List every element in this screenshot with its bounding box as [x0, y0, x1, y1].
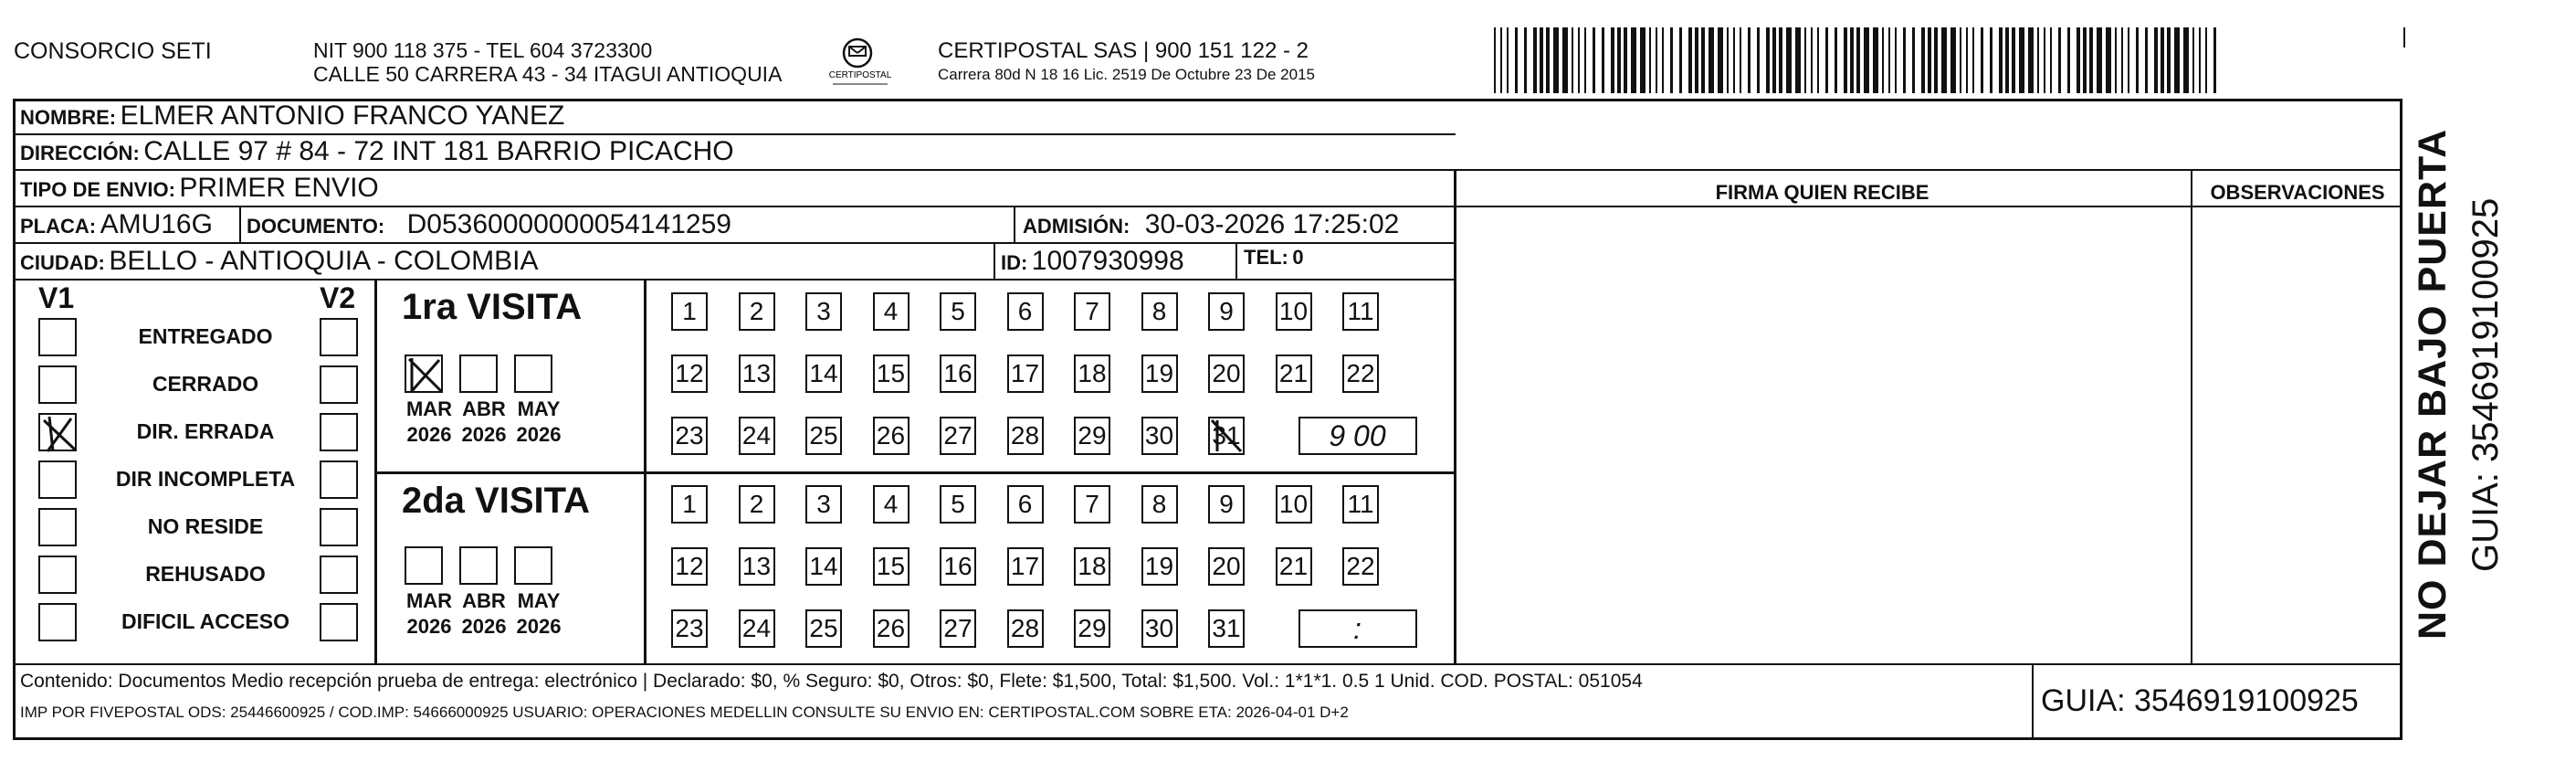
day-box[interactable]: 23	[671, 417, 708, 455]
day-box[interactable]: 6	[1007, 292, 1044, 331]
day-box[interactable]: 16	[940, 355, 976, 393]
svg-text:CERTIPOSTAL: CERTIPOSTAL	[828, 70, 892, 80]
status-label: NO RESIDE	[147, 514, 264, 538]
ciudad-value: BELLO - ANTIOQUIA - COLOMBIA	[109, 246, 539, 276]
day-box[interactable]: 25	[805, 417, 842, 455]
v1-checkbox[interactable]	[38, 460, 77, 499]
day-box[interactable]: 23	[671, 609, 708, 648]
day-box[interactable]: 27	[940, 417, 976, 455]
month-year: 2026	[461, 615, 507, 638]
barcode-bars	[1494, 27, 2222, 93]
day-box[interactable]: 11	[1342, 292, 1379, 331]
day-box[interactable]: 16	[940, 547, 976, 586]
logo-icon	[824, 37, 897, 90]
day-box[interactable]: 2	[739, 292, 775, 331]
day-box[interactable]: 31	[1208, 417, 1245, 455]
day-box[interactable]: 26	[873, 417, 909, 455]
month-checkbox[interactable]	[459, 546, 498, 585]
footer-imp: IMP POR FIVEPOSTAL ODS: 25446600925 / COD.IMP: 54666000925 USUARIO: OPERACIONES MEDELLIN CONSULTE SU ENVIO EN: CERTIPOSTAL.COM SOBRE ETA: 2026-04-01 D+2	[20, 704, 1349, 721]
id-value: 1007930998	[1031, 246, 1184, 276]
day-box[interactable]: 7	[1074, 485, 1110, 524]
carrier-line: CERTIPOSTAL SAS | 900 151 122 - 2	[938, 38, 1309, 63]
v2-checkbox[interactable]	[320, 508, 358, 546]
certipostal-logo	[824, 37, 897, 90]
month-name: ABR	[462, 397, 506, 420]
v2-checkbox[interactable]	[320, 556, 358, 594]
status-label: CERRADO	[152, 372, 259, 396]
month-checkbox[interactable]	[405, 355, 443, 393]
v1-checkbox[interactable]	[38, 556, 77, 594]
day-box[interactable]: 1	[671, 485, 708, 524]
firma-area[interactable]	[1456, 207, 2189, 661]
admision-field	[1023, 209, 1399, 240]
placa-field	[20, 209, 213, 240]
day-box[interactable]: 15	[873, 355, 909, 393]
day-box[interactable]: 22	[1342, 355, 1379, 393]
day-box[interactable]: 21	[1276, 547, 1312, 586]
day-box[interactable]: 14	[805, 355, 842, 393]
day-box[interactable]: 17	[1007, 355, 1044, 393]
day-box[interactable]: 14	[805, 547, 842, 586]
month-checkbox[interactable]	[405, 546, 443, 585]
status-label: DIR. ERRADA	[136, 419, 275, 443]
month-name: MAY	[517, 589, 561, 612]
day-box[interactable]: 31	[1208, 609, 1245, 648]
v1-checkbox[interactable]	[38, 413, 77, 451]
day-box[interactable]: 6	[1007, 485, 1044, 524]
day-box[interactable]: 22	[1342, 547, 1379, 586]
status-label: DIR INCOMPLETA	[115, 467, 296, 491]
day-box[interactable]: 10	[1276, 292, 1312, 331]
firma-header: FIRMA QUIEN RECIBE	[1715, 181, 1929, 204]
tipo-envio-value: PRIMER ENVIO	[179, 173, 379, 203]
day-box[interactable]: 30	[1141, 417, 1178, 455]
nit-line: NIT 900 118 375 - TEL 604 3723300	[313, 38, 653, 62]
company-name: CONSORCIO SETI	[14, 38, 212, 64]
day-box[interactable]: 12	[671, 355, 708, 393]
month-label	[511, 588, 566, 640]
v1-checkbox[interactable]	[38, 603, 77, 641]
day-box[interactable]: 28	[1007, 417, 1044, 455]
month-checkbox[interactable]	[459, 355, 498, 393]
direccion-field	[20, 136, 734, 167]
day-box[interactable]: 18	[1074, 547, 1110, 586]
day-box[interactable]: 18	[1074, 355, 1110, 393]
tipo-envio-field	[20, 173, 379, 204]
day-box[interactable]: 5	[940, 292, 976, 331]
v2-label: V2	[320, 281, 356, 314]
barcode	[1494, 27, 2222, 93]
day-box[interactable]: 20	[1208, 547, 1245, 586]
day-box[interactable]: 19	[1141, 547, 1178, 586]
month-year: 2026	[461, 423, 507, 446]
v2-checkbox[interactable]	[320, 460, 358, 499]
nombre-value: ELMER ANTONIO FRANCO YANEZ	[120, 101, 565, 131]
admision-label: ADMISIÓN:	[1023, 215, 1130, 238]
nombre-field	[20, 101, 564, 132]
ciudad-label: CIUDAD:	[20, 251, 105, 274]
day-box[interactable]: 11	[1342, 485, 1379, 524]
day-box[interactable]: 21	[1276, 355, 1312, 393]
status-label: REHUSADO	[145, 562, 266, 586]
month-label	[402, 397, 457, 448]
day-box[interactable]: 3	[805, 292, 842, 331]
month-label	[457, 397, 511, 448]
month-label	[511, 397, 566, 448]
license-line: Carrera 80d N 18 16 Lic. 2519 De Octubre 23 De 2015	[938, 66, 1315, 83]
month-name: MAY	[517, 397, 561, 420]
day-box[interactable]: 17	[1007, 547, 1044, 586]
month-name: MAR	[405, 589, 453, 612]
v1-checkbox[interactable]	[38, 318, 77, 356]
v2-checkbox[interactable]	[320, 365, 358, 404]
day-box[interactable]: 13	[739, 547, 775, 586]
day-check-mark-icon	[1210, 418, 1243, 453]
month-year: 2026	[516, 615, 562, 638]
month-name: ABR	[462, 589, 506, 612]
check-mark-icon	[406, 356, 445, 395]
month-label	[402, 588, 457, 640]
direccion-value: CALLE 97 # 84 - 72 INT 181 BARRIO PICACHO	[143, 136, 734, 166]
id-label: ID:	[1001, 251, 1028, 274]
day-box[interactable]: 8	[1141, 485, 1178, 524]
day-box[interactable]: 15	[873, 547, 909, 586]
month-checkbox[interactable]	[514, 355, 552, 393]
tel-field	[1244, 246, 1304, 270]
documento-value: D05360000000054141259	[406, 209, 731, 239]
admision-value: 30-03-2026 17:25:02	[1144, 209, 1400, 239]
day-box[interactable]: 5	[940, 485, 976, 524]
time-field[interactable]: :	[1299, 609, 1417, 648]
v1-checkbox[interactable]	[38, 508, 77, 546]
v1-label: V1	[38, 281, 75, 314]
observaciones-area[interactable]	[2193, 207, 2401, 661]
day-box[interactable]: 10	[1276, 485, 1312, 524]
day-box[interactable]: 19	[1141, 355, 1178, 393]
month-label	[457, 588, 511, 640]
tel-label: TEL:	[1244, 246, 1288, 269]
day-box[interactable]: 27	[940, 609, 976, 648]
footer-contenido: Contenido: Documentos Medio recepción prueba de entrega: electrónico | Declarado: $0, % Seguro: $0, Otros: $0, Flete: $1,500, Total: $1,500. Vol.: 1*1*1. 0.5 1 Unid. COD. POSTAL: 051054	[20, 671, 1643, 692]
month-year: 2026	[516, 423, 562, 446]
tel-value: 0	[1292, 246, 1304, 269]
footer-guia: GUIA: 3546919100925	[2041, 683, 2359, 718]
day-box[interactable]: 4	[873, 485, 909, 524]
day-box[interactable]: 3	[805, 485, 842, 524]
side-guia: GUIA: 3546919100925	[2466, 197, 2506, 572]
top-right-tick	[2403, 27, 2405, 48]
v1-checkbox[interactable]	[38, 365, 77, 404]
ciudad-field	[20, 246, 538, 277]
day-box[interactable]: 26	[873, 609, 909, 648]
documento-field	[247, 209, 731, 240]
status-label: ENTREGADO	[138, 324, 273, 348]
month-year: 2026	[406, 615, 452, 638]
day-box[interactable]: 2	[739, 485, 775, 524]
observaciones-header: OBSERVACIONES	[2210, 181, 2385, 204]
address-line: CALLE 50 CARRERA 43 - 34 ITAGUI ANTIOQUIA	[313, 62, 783, 86]
day-box[interactable]: 29	[1074, 609, 1110, 648]
direccion-label: DIRECCIÓN:	[20, 142, 140, 164]
day-box[interactable]: 25	[805, 609, 842, 648]
second-visit-title: 2da VISITA	[402, 481, 590, 521]
first-visit-title: 1ra VISITA	[402, 287, 583, 327]
day-box[interactable]: 24	[739, 609, 775, 648]
side-notice: NO DEJAR BAJO PUERTA	[2411, 128, 2455, 640]
day-box[interactable]: 4	[873, 292, 909, 331]
day-box[interactable]: 24	[739, 417, 775, 455]
documento-label: DOCUMENTO:	[247, 215, 385, 238]
day-box[interactable]: 8	[1141, 292, 1178, 331]
day-box[interactable]: 29	[1074, 417, 1110, 455]
day-box[interactable]: 30	[1141, 609, 1178, 648]
check-mark-icon	[40, 415, 79, 453]
v2-checkbox[interactable]	[320, 603, 358, 641]
status-label: DIFICIL ACCESO	[121, 609, 289, 633]
tipo-envio-label: TIPO DE ENVIO:	[20, 178, 175, 201]
day-box[interactable]: 9	[1208, 292, 1245, 331]
nombre-label: NOMBRE:	[20, 106, 117, 129]
time-field[interactable]: 9 00	[1299, 417, 1417, 455]
id-field	[1001, 246, 1184, 277]
day-box[interactable]: 7	[1074, 292, 1110, 331]
day-box[interactable]: 1	[671, 292, 708, 331]
day-box[interactable]: 9	[1208, 485, 1245, 524]
v2-checkbox[interactable]	[320, 413, 358, 451]
month-year: 2026	[406, 423, 452, 446]
placa-label: PLACA:	[20, 215, 97, 238]
day-box[interactable]: 12	[671, 547, 708, 586]
day-box[interactable]: 28	[1007, 609, 1044, 648]
placa-value: AMU16G	[100, 209, 213, 239]
v2-checkbox[interactable]	[320, 318, 358, 356]
day-box[interactable]: 13	[739, 355, 775, 393]
month-name: MAR	[405, 397, 453, 420]
day-box[interactable]: 20	[1208, 355, 1245, 393]
month-checkbox[interactable]	[514, 546, 552, 585]
